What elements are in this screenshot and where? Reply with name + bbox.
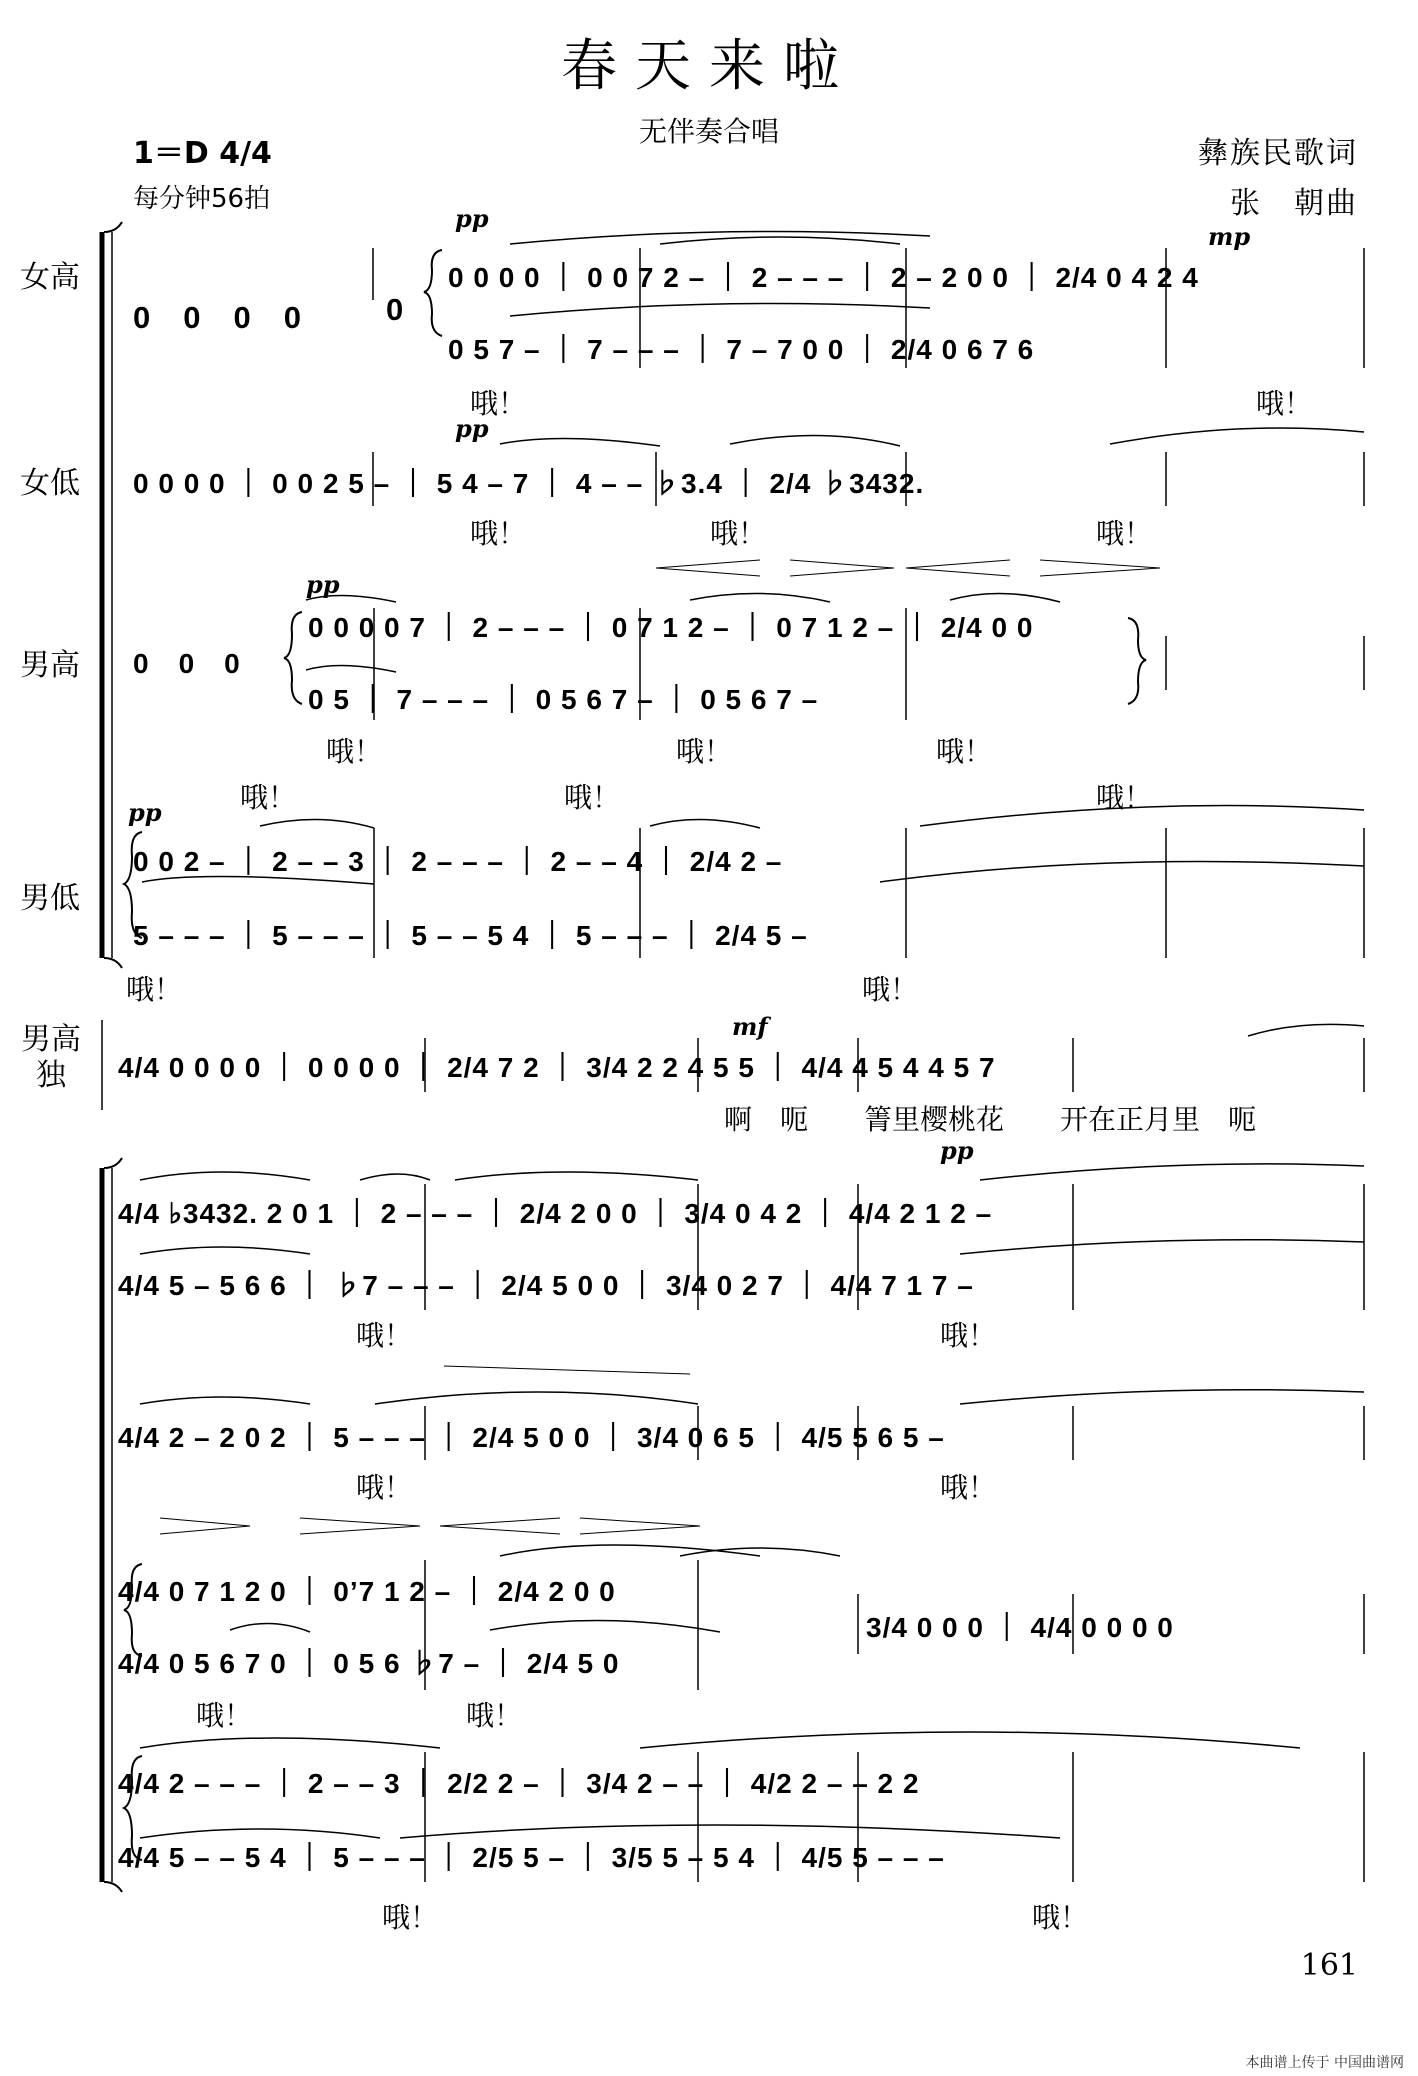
bass-lyric-2: 哦！ xyxy=(1032,1901,1089,1934)
tenor-upper-line: 0 0 0 0 7 ｜ 2 – – – ｜ 0 7 1 2 – ｜ 0 7 1 2 – ｜ 2/4 0 0 xyxy=(308,612,1034,643)
tempo-marking: 每分钟56拍 xyxy=(133,184,271,214)
voice-label-tenor: 男高 xyxy=(20,648,80,683)
dynamic-pp-tenor: pp xyxy=(306,570,340,599)
score-title: 春天来啦 xyxy=(561,34,857,99)
alto-line-2: 4/4 5 – 5 6 6 ｜ ♭7 – – – ｜ 2/4 5 0 0 ｜ 3/4 0 2 7 ｜ 4/4 7 1 7 – xyxy=(118,1270,974,1301)
tenor-lyric: 哦！ xyxy=(240,781,297,814)
tenor-rests: 0 0 0 xyxy=(133,648,241,679)
tenor-lyric: 哦！ xyxy=(936,735,993,768)
key-signature: 1＝D 4/4 xyxy=(133,136,272,171)
bass-lyric-2: 哦！ xyxy=(382,1901,439,1934)
composer-credit: 张 朝曲 xyxy=(1230,186,1358,221)
soprano-rests: 0 0 0 0 xyxy=(133,300,302,335)
alto-lyric: 哦！ xyxy=(1096,517,1153,550)
score-subtitle: 无伴奏合唱 xyxy=(638,115,779,148)
tenor-part-lyric-2: 哦！ xyxy=(940,1471,997,1504)
alto-lyric-2: 哦！ xyxy=(356,1319,413,1352)
dynamic-pp-system2: pp xyxy=(940,1136,974,1165)
voice-label-tenor-solo: 男高独 xyxy=(21,1022,81,1093)
dynamic-mf-solo: mf xyxy=(732,1012,768,1041)
tenor-lyric-2: 哦！ xyxy=(466,1699,523,1732)
alto-line: 0 0 0 0 ｜ 0 0 2 5 – ｜ 5 4 – 7 ｜ 4 – – ♭3.4 ｜ 2/4 ♭3432. xyxy=(133,468,925,499)
bass-upper-line: 0 0 2 – ｜ 2 – – 3 ｜ 2 – – – ｜ 2 – – 4 ｜ 2/4 2 – xyxy=(133,846,783,877)
site-watermark: 本曲谱上传于 中国曲谱网 xyxy=(1245,2055,1404,2071)
soprano-lower-line: 0 5 7 – ｜ 7 – – – ｜ 7 – 7 0 0 ｜ 2/4 0 6 7 6 xyxy=(448,334,1035,365)
bass-lower-line: 5 – – – ｜ 5 – – – ｜ 5 – – 5 4 ｜ 5 – – – ｜ 2/4 5 – xyxy=(133,920,808,951)
tenor-lyric: 哦！ xyxy=(326,735,383,768)
soprano-upper-line: 0 0 0 0 ｜ 0 0 7 2 – ｜ 2 – – – ｜ 2 – 2 0 0 ｜ 2/4 0 4 2 4 xyxy=(448,262,1199,293)
tenor-rests-2: 3/4 0 0 0 ｜ 4/4 0 0 0 0 xyxy=(866,1612,1174,1643)
alto-lyric: 哦！ xyxy=(710,517,767,550)
voice-label-bass: 男低 xyxy=(20,881,80,916)
bass-lower-line-2: 4/4 5 – – 5 4 ｜ 5 – – – ｜ 2/5 5 – ｜ 3/5 5 – 5 4 ｜ 4/5 5 – – – xyxy=(118,1842,945,1873)
bass-lyric: 哦！ xyxy=(126,973,183,1006)
dynamic-pp-soprano: pp xyxy=(455,204,489,233)
tenor-lyric: 哦！ xyxy=(564,781,621,814)
dynamic-pp-bass: pp xyxy=(128,798,162,827)
soprano-lyric: 哦！ xyxy=(1256,387,1313,420)
lyricist-credit: 彝族民歌词 xyxy=(1198,136,1358,171)
tenor-lyric: 哦！ xyxy=(1096,781,1153,814)
voice-label-alto: 女低 xyxy=(20,466,80,501)
tenor-upper-line-2: 4/4 0 7 1 2 0 ｜ 0’7 1 2 – ｜ 2/4 2 0 0 xyxy=(118,1576,616,1607)
voice-label-soprano: 女高 xyxy=(20,260,80,295)
bass-lyric: 哦！ xyxy=(862,973,919,1006)
tenor-lyric: 哦！ xyxy=(676,735,733,768)
tenor-lower-line: 0 5 ｜ 7 – – – ｜ 0 5 6 7 – ｜ 0 5 6 7 – xyxy=(308,684,819,715)
page-number: 161 xyxy=(1300,1948,1358,1983)
soprano-lyric: 哦！ xyxy=(470,387,527,420)
tenor-solo-lyric: 啊 呃 箐里樱桃花 开在正月里 呃 xyxy=(724,1103,1257,1136)
dynamic-mp-soprano: mp xyxy=(1208,222,1251,251)
soprano-entry-rest: 0 xyxy=(386,292,405,327)
dynamic-pp-alto: pp xyxy=(455,414,489,443)
soprano-line-2: 4/4 ♭3432. 2 0 1 ｜ 2 – – – ｜ 2/4 2 0 0 ｜ 3/4 0 4 2 ｜ 4/4 2 1 2 – xyxy=(118,1198,993,1229)
tenor-lower-line-2: 4/4 0 5 6 7 0 ｜ 0 5 6 ♭7 – ｜ 2/4 5 0 xyxy=(118,1648,620,1679)
tenor-solo-line: 4/4 0 0 0 0 ｜ 0 0 0 0 ｜ 2/4 7 2 ｜ 3/4 2 2 4 5 5 ｜ 4/4 4 5 4 4 5 7 xyxy=(118,1052,996,1083)
alto-lyric: 哦！ xyxy=(470,517,527,550)
alto-lyric-2: 哦！ xyxy=(940,1319,997,1352)
tenor-part-line-2: 4/4 2 – 2 0 2 ｜ 5 – – – ｜ 2/4 5 0 0 ｜ 3/4 0 6 5 ｜ 4/5 5 6 5 – xyxy=(118,1422,945,1453)
tenor-part-lyric-2: 哦！ xyxy=(356,1471,413,1504)
tenor-lyric-2: 哦！ xyxy=(196,1699,253,1732)
bass-upper-line-2: 4/4 2 – – – ｜ 2 – – 3 ｜ 2/2 2 – ｜ 3/4 2 – – ｜ 4/2 2 – – 2 2 xyxy=(118,1768,920,1799)
